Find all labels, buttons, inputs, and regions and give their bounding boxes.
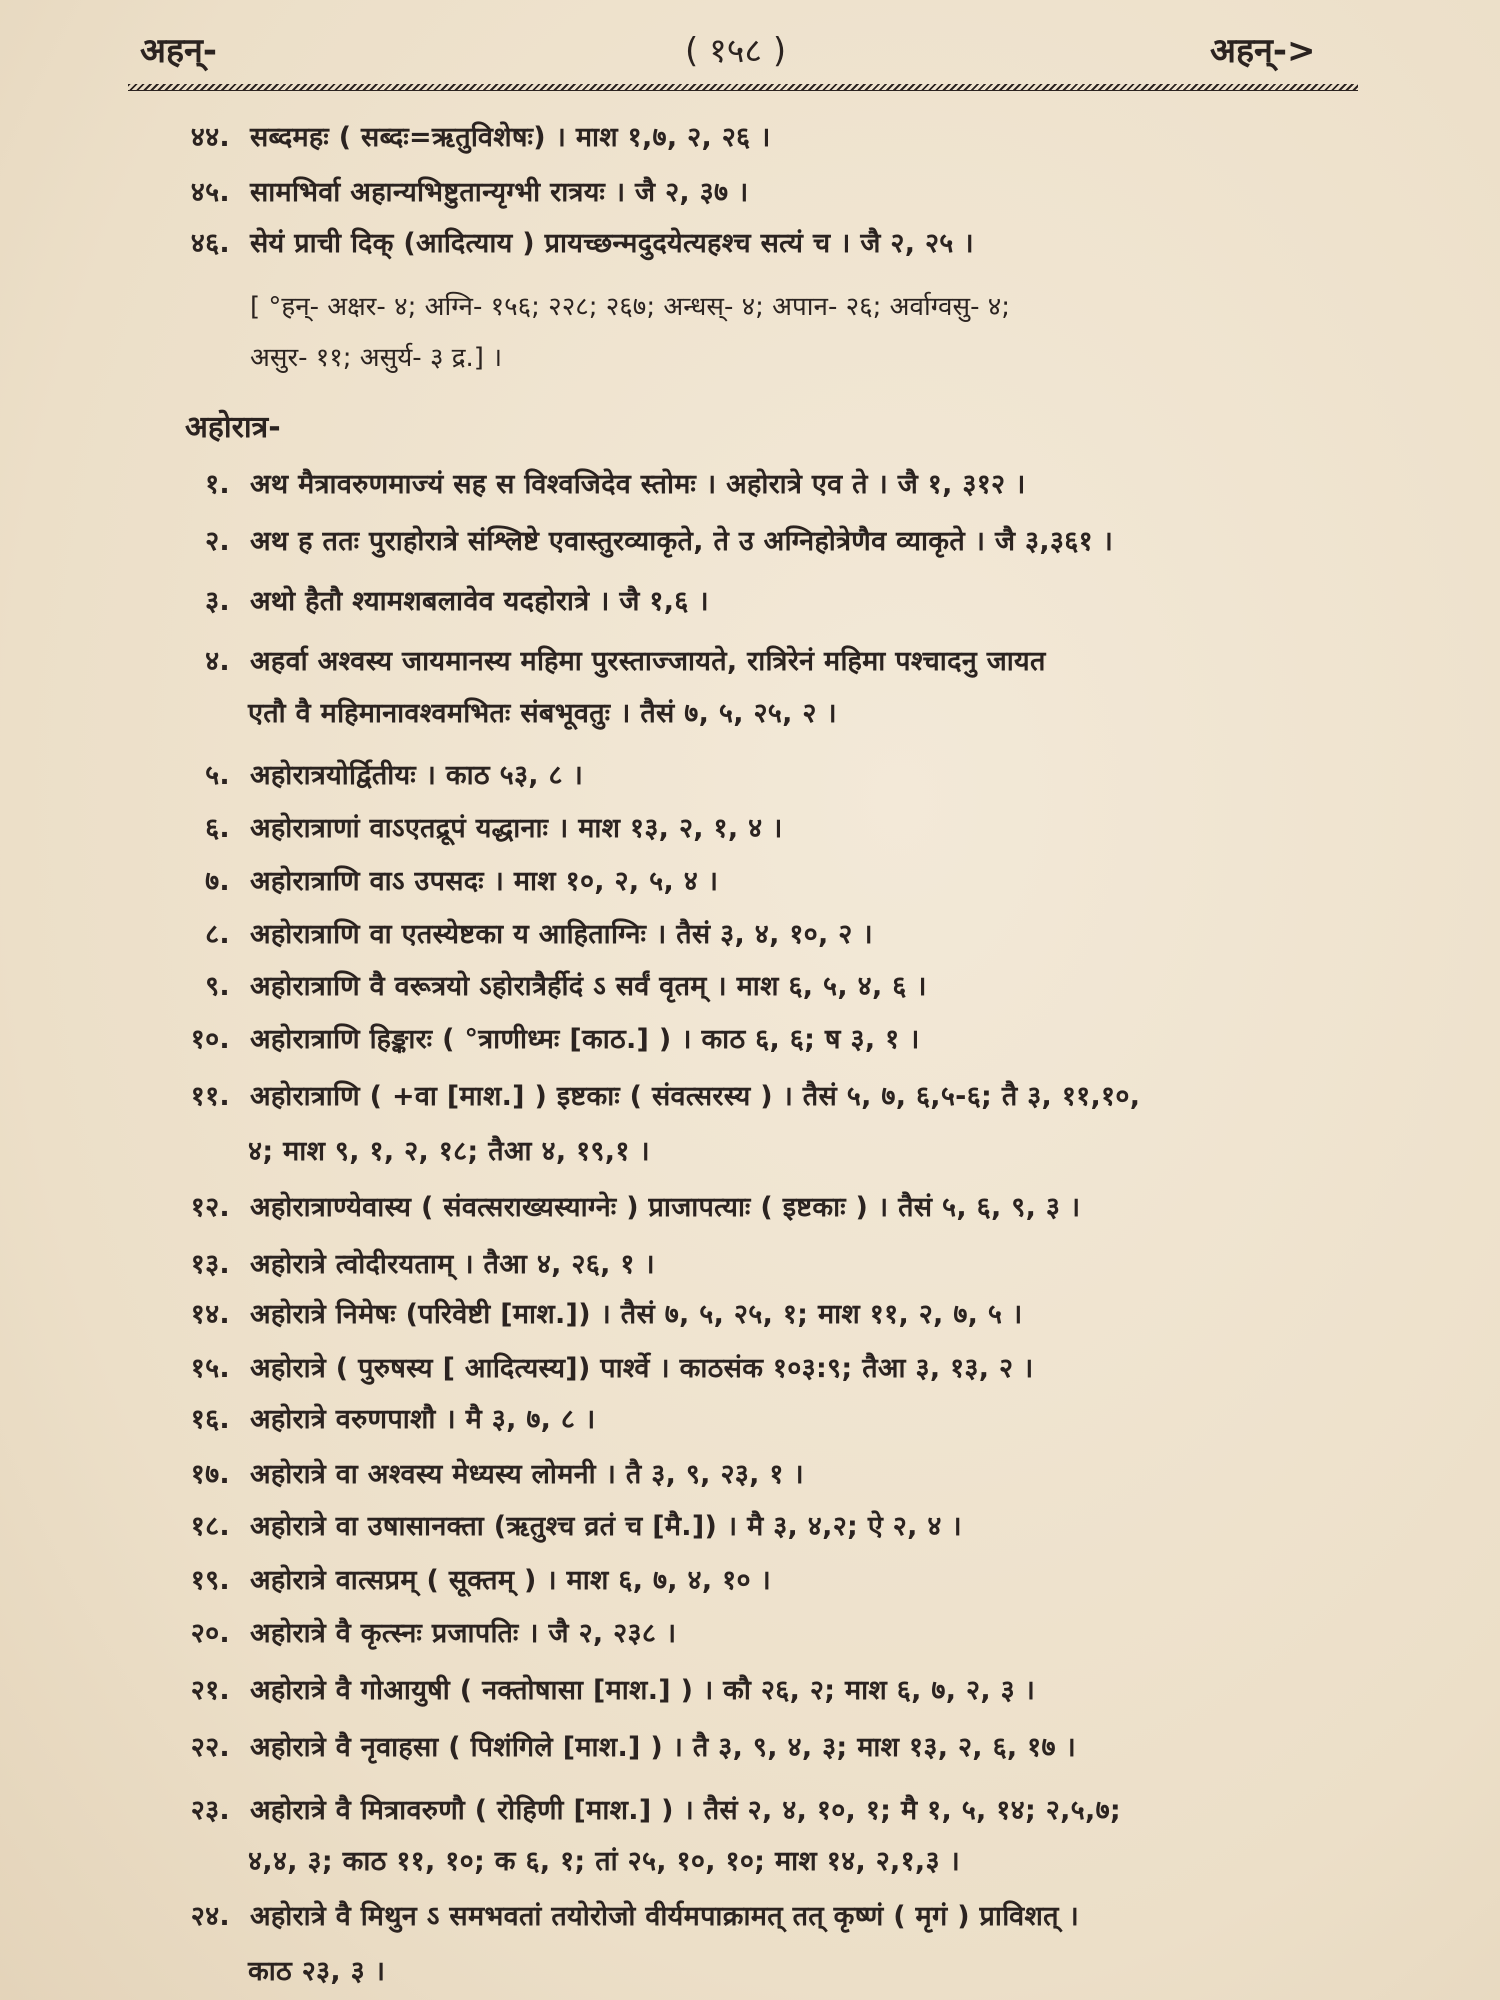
- entry-number: २३.: [190, 1795, 230, 1826]
- entry-number: ४५.: [190, 177, 230, 208]
- entry-number: १४.: [190, 1299, 230, 1330]
- entry-text: अहोरात्रे ( पुरुषस्य [ आदित्यस्य]) पार्श्वे । काठसंक १०३:९; तैआ ३, १३, २ ।: [250, 1353, 1034, 1384]
- entry-number: २४.: [190, 1901, 230, 1932]
- entry-text: अहोरात्राणि वै वरूत्रयो ऽहोरात्रैर्हीदं ऽ सर्वं वृतम् । माश ६, ५, ४, ६ ।: [250, 971, 927, 1002]
- entry-number: १५.: [190, 1353, 230, 1384]
- entry-number: ७.: [205, 866, 230, 897]
- entry-number: १२.: [190, 1192, 230, 1223]
- entry-text: अहोरात्रयोर्द्वितीयः । काठ ५३, ८ ।: [250, 760, 584, 791]
- entry-text: अहोरात्रे त्वोदीरयताम् । तैआ ४, २६, १ ।: [250, 1249, 655, 1280]
- entry-text: अहोरात्रे वा उषासानक्ता (ऋतुश्च व्रतं च [मै.]) । मै ३, ४,२; ऐ २, ४ ।: [250, 1511, 962, 1542]
- entry-text: अहोरात्राण्येवास्य ( संवत्सराख्यस्याग्नेः ) प्राजापत्याः ( इष्टकाः ) । तैसं ५, ६, ९, ३ ।: [250, 1192, 1081, 1223]
- entry-text: अहोरात्राणि वा एतस्येष्टका य आहिताग्निः । तैसं ३, ४, १०, २ ।: [250, 919, 873, 950]
- entry-number: १८.: [190, 1511, 230, 1542]
- page-number: ( १५८ ): [685, 31, 787, 71]
- header-left-keyword: अहन्-: [140, 31, 218, 71]
- header-divider: [128, 84, 1358, 91]
- entry-text: अहोरात्रे निमेषः (परिवेष्टी [माश.]) । तैसं ७, ५, २५, १; माश ११, २, ७, ५ ।: [250, 1299, 1023, 1330]
- entry-number: १६.: [190, 1404, 230, 1435]
- cross-reference-line: असुर- ११; असुर्य- ३ द्र.] ।: [250, 343, 503, 373]
- header-right-keyword: अहन्->: [1210, 31, 1316, 71]
- entry-number: ९.: [205, 971, 230, 1002]
- entry-text: अहोरात्रे वै नृवाहसा ( पिशंगिले [माश.] ) । तै ३, ९, ४, ३; माश १३, २, ६, १७ ।: [250, 1732, 1077, 1763]
- entry-number: ८.: [205, 919, 230, 950]
- entry-text: अथ मैत्रावरुणमाज्यं सह स विश्वजिदेव स्तोमः । अहोरात्रे एव ते । जै १, ३१२ ।: [250, 469, 1026, 500]
- entry-number: १३.: [190, 1249, 230, 1280]
- entry-text: अहोरात्राणि वाऽ उपसदः । माश १०, २, ५, ४ ।: [250, 866, 719, 897]
- section-heading: अहोरात्र-: [185, 410, 281, 445]
- entry-number: २०.: [190, 1618, 230, 1649]
- entry-text: सेयं प्राची दिक् (आदित्याय ) प्रायच्छन्मदुदयेत्यहश्च सत्यं च । जै २, २५ ।: [250, 228, 974, 259]
- entry-text: अहोरात्रे वै कृत्स्नः प्रजापतिः । जै २, २३८ ।: [250, 1618, 677, 1649]
- entry-text: ४,४, ३; काठ ११, १०; क ६, १; तां २५, १०, १०; माश १४, २,१,३ ।: [248, 1846, 961, 1877]
- entry-number: १९.: [190, 1565, 230, 1596]
- entry-text: अहोरात्राणि ( +वा [माश.] ) इष्टकाः ( संवत्सरस्य ) । तैसं ५, ७, ६,५-६; तै ३, ११,१०,: [250, 1081, 1141, 1112]
- entry-number: ६.: [205, 813, 230, 844]
- entry-number: ४४.: [190, 122, 230, 153]
- entry-text: अहोरात्रे वरुणपाशौ । मै ३, ७, ८ ।: [250, 1404, 596, 1435]
- entry-text: काठ २३, ३ ।: [248, 1956, 386, 1987]
- entry-number: ४६.: [190, 228, 230, 259]
- entry-number: १०.: [190, 1024, 230, 1055]
- entry-text: अथ ह ततः पुराहोरात्रे संश्लिष्टे एवास्तुरव्याकृते, ते उ अग्निहोत्रेणैव व्याकृते । जै ३,३६१ ।: [250, 526, 1114, 557]
- entry-number: ३.: [205, 586, 230, 617]
- entry-number: १.: [205, 469, 230, 500]
- entry-number: ४.: [205, 646, 230, 677]
- entry-number: १७.: [190, 1459, 230, 1490]
- entry-number: २१.: [190, 1675, 230, 1706]
- entry-number: ११.: [190, 1081, 230, 1112]
- entry-text: अहोरात्रे वै मिथुन ऽ समभवतां तयोरोजो वीर्यमपाक्रामत् तत् कृष्णं ( मृगं ) प्राविशत् ।: [250, 1901, 1080, 1932]
- entry-text: अहोरात्रे वा अश्वस्य मेध्यस्य लोमनी । तै ३, ९, २३, १ ।: [250, 1459, 804, 1490]
- entry-number: २२.: [190, 1732, 230, 1763]
- entry-text: अहर्वा अश्वस्य जायमानस्य महिमा पुरस्ताज्जायते, रात्रिरेनं महिमा पश्चादनु जायत: [250, 646, 1046, 677]
- entry-text: सामभिर्वा अहान्यभिष्टुतान्यृग्भी रात्रयः । जै २, ३७ ।: [250, 177, 749, 208]
- entry-text: अहोरात्रे वै गोआयुषी ( नक्तोषासा [माश.] ) । कौ २६, २; माश ६, ७, २, ३ ।: [250, 1675, 1036, 1706]
- entry-number: ५.: [205, 760, 230, 791]
- entry-text: ४; माश ९, १, २, १८; तैआ ४, १९,१ ।: [248, 1136, 650, 1167]
- cross-reference-line: [ °हन्- अक्षर- ४; अग्नि- १५६; २२८; २६७; अन्धस्- ४; अपान- २६; अर्वाग्वसु- ४;: [250, 292, 1011, 322]
- entry-number: २.: [205, 526, 230, 557]
- entry-text: एतौ वै महिमानावश्वमभितः संबभूवतुः । तैसं ७, ५, २५, २ ।: [248, 698, 837, 729]
- entry-text: अथो हैतौ श्यामशबलावेव यदहोरात्रे । जै १,६ ।: [250, 586, 709, 617]
- entry-text: अहोरात्राणां वाऽएतद्रूपं यद्धानाः । माश १३, २, १, ४ ।: [250, 813, 783, 844]
- entry-text: सब्दमहः ( सब्दः=ऋतुविशेषः) । माश १,७, २, २६ ।: [250, 122, 771, 153]
- entry-text: अहोरात्रे वात्सप्रम् ( सूक्तम् ) । माश ६, ७, ४, १० ।: [250, 1565, 772, 1596]
- entry-text: अहोरात्राणि हिङ्कारः ( °त्राणीध्मः [काठ.] ) । काठ ६, ६; ष ३, १ ।: [250, 1024, 920, 1055]
- entry-text: अहोरात्रे वै मित्रावरुणौ ( रोहिणी [माश.] ) । तैसं २, ४, १०, १; मै १, ५, १४; २,५,७;: [250, 1795, 1122, 1826]
